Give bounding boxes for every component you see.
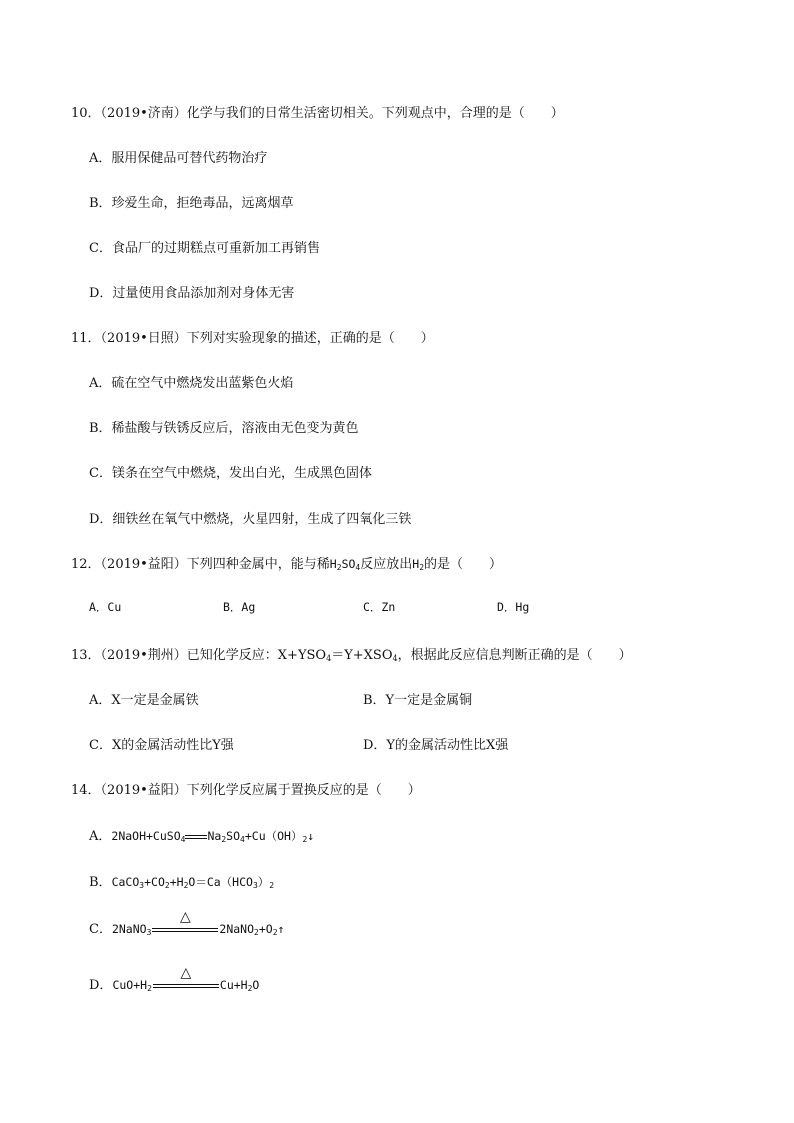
q11-option-b: B．稀盐酸与铁锈反应后，溶液由无色变为黄色 — [89, 421, 359, 436]
question-11-stem: 11．（2019•日照）下列对实验现象的描述，正确的是（ ） — [71, 331, 434, 346]
heat-triangle-icon: △ — [180, 964, 192, 981]
q12-option-c: C．Zn — [363, 600, 396, 614]
reaction-equals-sign — [185, 832, 207, 842]
question-13-stem: 13．（2019•荆州）已知化学反应：$X+YSO_4=Y+XSO_4$，根据此反应信息判断正确的是（ ） — [71, 648, 632, 663]
q12-stem-part3: 的是（ ） — [424, 557, 503, 572]
precipitate-arrow-icon: ↓ — [307, 829, 315, 843]
q13-option-b: B．Y一定是金属铜 — [363, 693, 473, 708]
q11-option-a: A．硫在空气中燃烧发出蓝紫色火焰 — [89, 376, 294, 391]
q13-option-d: D．Y的金属活动性比X强 — [363, 738, 509, 753]
q12-formula-h2: $H_2$ — [412, 557, 425, 572]
q12-option-b: B．Ag — [223, 600, 256, 614]
question-14-stem: 14．（2019•益阳）下列化学反应属于置换反应的是（ ） — [71, 783, 421, 798]
q11-option-d: D．细铁丝在氧气中燃烧，火星四射，生成了四氧化三铁 — [89, 512, 412, 527]
q10-option-b: B．珍爱生命，拒绝毒品，远离烟草 — [89, 196, 294, 211]
q11-option-c: C．镁条在空气中燃烧，发出白光，生成黑色固体 — [89, 466, 372, 481]
reaction-heat-sign — [152, 908, 218, 937]
q14-option-c: C．2NaNO$_3$ △ $2NaNO_2+O_2↑$ — [89, 908, 285, 937]
gas-arrow-icon: ↑ — [277, 922, 285, 936]
q14-option-a: A．2NaOH+CuSO$_4$ $Na_2SO_4+Cu(OH)_2↓$ — [89, 829, 315, 844]
q12-stem-part2: 反应放出 — [360, 557, 413, 572]
question-12-stem — [71, 553, 502, 572]
q14-option-b: B．$CaCO_3+CO_2+H_2O=Ca(HCO_3)_2$ — [89, 875, 275, 890]
q14-option-d: D．$CuO+H_2$ △ $Cu+H_2O$ — [89, 964, 260, 993]
q10-option-a: A．服用保健品可替代药物治疗 — [89, 151, 268, 166]
q12-formula-h2so4: $H_2SO_4$ — [329, 557, 361, 572]
q13-option-a: A．X一定是金属铁 — [89, 693, 199, 708]
q13-option-c: C．X的金属活动性比Y强 — [89, 738, 234, 753]
q10-option-d: D．过量使用食品添加剂对身体无害 — [89, 286, 295, 301]
q12-option-a: A．Cu — [89, 600, 122, 614]
q12-stem-part1: 12．（2019•益阳）下列四种金属中，能与稀 — [71, 557, 330, 572]
reaction-heat-sign — [153, 964, 219, 993]
q10-option-c: C．食品厂的过期糕点可重新加工再销售 — [89, 241, 320, 256]
q12-option-d: D．Hg — [497, 600, 530, 614]
heat-triangle-icon: △ — [180, 908, 191, 925]
question-10-stem: 10．（2019•济南）化学与我们的日常生活密切相关。下列观点中，合理的是（ ） — [71, 106, 564, 121]
